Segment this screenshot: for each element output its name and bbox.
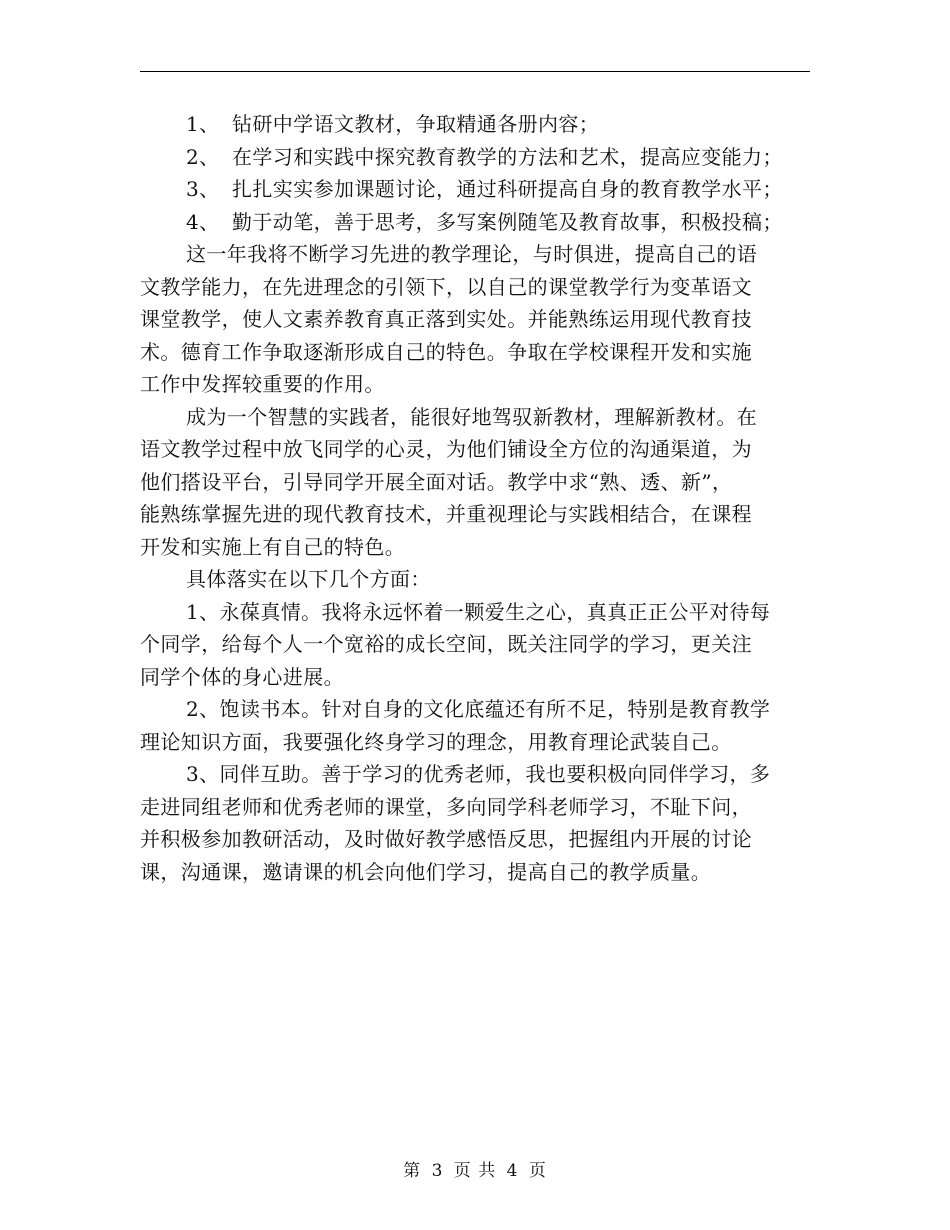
paragraph-line: 个同学，给每个人一个宽裕的成长空间，既关注同学的学习，更关注 bbox=[140, 632, 752, 656]
paragraph-line: 语文教学过程中放飞同学的心灵，为他们铺设全方位的沟通渠道，为 bbox=[140, 437, 752, 461]
paragraph-line: 成为一个智慧的实践者，能很好地驾驭新教材，理解新教材。在 bbox=[186, 404, 758, 429]
list-text: 扎扎实实参加课题讨论，通过科研提高自身的教育教学水平； bbox=[232, 177, 783, 201]
paragraph-aspect-2 bbox=[140, 693, 810, 758]
paragraph-wise-practitioner bbox=[140, 401, 810, 564]
paragraph-aspects-intro bbox=[140, 563, 810, 596]
paragraph-line: 能熟练掌握先进的现代教育技术，并重视理论与实践相结合，在课程 bbox=[140, 502, 752, 526]
paragraph-aspect-1 bbox=[140, 596, 810, 694]
footer-prefix: 第 bbox=[403, 1161, 422, 1181]
list-number: 1、 bbox=[186, 112, 220, 136]
paragraph-line: 走进同组老师和优秀老师的课堂，多向同学科老师学习，不耻下问， bbox=[140, 794, 752, 819]
paragraph-line: 术。德育工作争取逐渐形成自己的特色。争取在学校课程开发和实施 bbox=[140, 339, 752, 364]
paragraph-learning-plan bbox=[140, 238, 810, 401]
document-body bbox=[140, 108, 810, 888]
paragraph-line: 3、同伴互助。善于学习的优秀老师，我也要积极向同伴学习，多 bbox=[186, 762, 771, 786]
paragraph-line: 课，沟通课，邀请课的机会向他们学习，提高自己的教学质量。 bbox=[140, 859, 712, 884]
header-rule bbox=[140, 71, 810, 72]
list-number: 3、 bbox=[186, 177, 220, 201]
paragraph-line: 同学个体的身心进展。 bbox=[140, 664, 344, 689]
paragraph-line: 2、饱读书本。针对自身的文化底蕴还有所不足，特别是教育教学 bbox=[186, 697, 771, 721]
paragraph-line: 他们搭设平台，引导同学开展全面对话。教学中求“熟、透、新”， bbox=[140, 469, 733, 494]
list-number: 4、 bbox=[186, 209, 220, 234]
paragraph-line: 课堂教学，使人文素养教育真正落到实处。并能熟练运用现代教育技 bbox=[140, 307, 752, 331]
footer-current-page: 3 bbox=[431, 1161, 444, 1181]
footer-suffix: 页 bbox=[528, 1161, 547, 1181]
footer-total-pages: 4 bbox=[506, 1161, 519, 1181]
footer-middle: 页 共 bbox=[453, 1161, 497, 1181]
paragraph-line: 1、永葆真情。我将永远怀着一颗爱生之心，真真正正公平对待每 bbox=[186, 599, 771, 624]
list-text: 钻研中学语文教材，争取精通各册内容； bbox=[232, 112, 600, 136]
paragraph-line: 具体落实在以下几个方面： bbox=[186, 567, 431, 591]
paragraph-line: 文教学能力，在先进理念的引领下，以自己的课堂教学行为变革语文 bbox=[140, 274, 752, 299]
list-item-2 bbox=[140, 141, 810, 174]
list-text: 勤于动笔，善于思考，多写案例随笔及教育故事，积极投稿； bbox=[232, 209, 783, 234]
list-number: 2、 bbox=[186, 144, 220, 169]
list-item-3 bbox=[140, 173, 810, 206]
paragraph-line: 这一年我将不断学习先进的教学理论，与时俱进，提高自己的语 bbox=[186, 242, 758, 266]
list-item-1 bbox=[140, 108, 810, 141]
paragraph-aspect-3 bbox=[140, 758, 810, 888]
list-text: 在学习和实践中探究教育教学的方法和艺术，提高应变能力； bbox=[232, 144, 783, 169]
page-number-footer bbox=[0, 1156, 950, 1181]
paragraph-line: 理论知识方面，我要强化终身学习的理念，用教育理论武装自己。 bbox=[140, 729, 732, 754]
paragraph-line: 开发和实施上有自己的特色。 bbox=[140, 534, 406, 559]
paragraph-line: 并积极参加教研活动，及时做好教学感悟反思，把握组内开展的讨论 bbox=[140, 827, 752, 851]
list-item-4 bbox=[140, 206, 810, 239]
paragraph-line: 工作中发挥较重要的作用。 bbox=[140, 372, 385, 396]
